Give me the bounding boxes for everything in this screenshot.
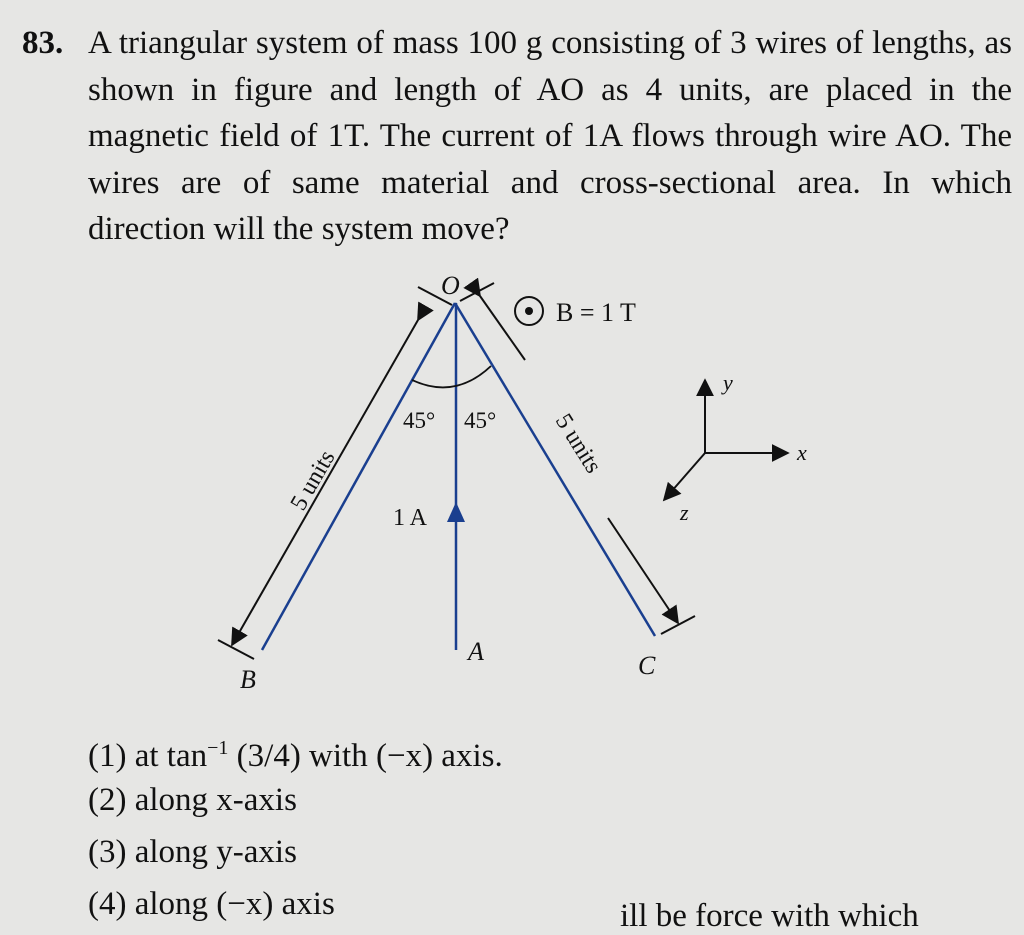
label-o: O: [441, 271, 460, 300]
option-text: along x-axis: [134, 782, 297, 818]
axis-x-label: x: [797, 440, 807, 465]
option-text: along y-axis: [134, 834, 297, 870]
axis-z-label: z: [680, 500, 689, 525]
option-1[interactable]: [88, 722, 503, 774]
label-a: A: [468, 637, 484, 666]
wire-oc: [455, 303, 655, 636]
next-line-fragment: ill be force with which: [620, 898, 919, 934]
dot-in-circle-icon: [515, 297, 543, 325]
option-number: (1): [88, 738, 127, 774]
length-left-label: 5 units: [285, 445, 341, 515]
field-label: B = 1 T: [556, 298, 636, 327]
axis-y-label: y: [723, 370, 733, 395]
wire-ob: [262, 303, 455, 650]
current-label: 1 A: [393, 505, 428, 531]
angle-left-label: 45°: [403, 408, 436, 433]
option-superscript: −1: [207, 737, 229, 759]
axes: [664, 380, 788, 500]
option-2[interactable]: [88, 774, 503, 826]
label-c: C: [638, 651, 656, 680]
options-list: [88, 722, 503, 930]
option-text: along (−x) axis: [134, 886, 335, 922]
label-b: B: [240, 665, 256, 694]
option-number: (2): [88, 782, 127, 818]
angle-right-label: 45°: [464, 408, 497, 433]
length-right-label: 5 units: [549, 409, 607, 479]
current-arrow-icon: [447, 502, 465, 522]
dimension-left: [218, 287, 452, 659]
question-text: A triangular system of mass 100 g consisting of 3 wires of lengths, as shown in figure and length of AO as 4 units, are placed in the magnetic field of 1T. The current of 1A flows through wire AO. The wires are of same material and cross-sectional area. In which direction will the system move?: [88, 25, 1012, 247]
option-4[interactable]: [88, 878, 503, 930]
option-text: at tan: [134, 738, 208, 774]
question-number: 83.: [22, 25, 64, 61]
angle-arc: [412, 366, 491, 387]
option-text-after: (3/4) with (−x) axis.: [228, 738, 503, 774]
option-number: (3): [88, 834, 127, 870]
option-3[interactable]: [88, 826, 503, 878]
option-number: (4): [88, 886, 127, 922]
